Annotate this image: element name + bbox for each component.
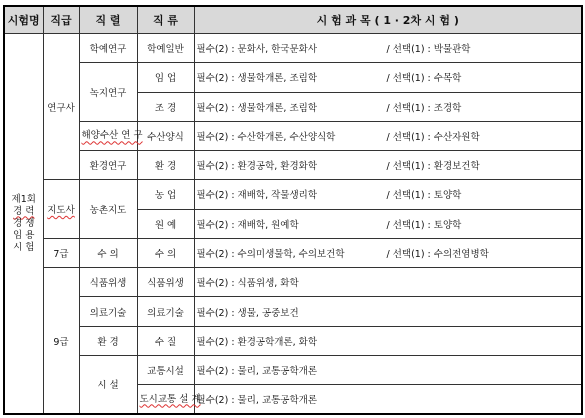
required-subjects: 필수(2) : 환경공학, 환경화학 (196, 161, 318, 173)
subjects-cell (194, 180, 582, 209)
category-cell: 도시교통 설 계 (137, 385, 194, 414)
header-subjects: 시 험 과 목 ( 1 · 2차 시 험 ) (194, 6, 582, 34)
exam-name-cell (4, 34, 43, 415)
table-header-row (4, 6, 582, 34)
category-cell: 교통시설 (137, 355, 194, 384)
subjects-cell (194, 326, 582, 355)
category-cell: 원 예 (137, 209, 194, 238)
category-cell: 임 업 (137, 63, 194, 92)
grade-cell: 9급 (43, 268, 79, 414)
series-cell: 환경연구 (79, 151, 137, 180)
table-row (4, 180, 582, 209)
exam-subject-table (3, 5, 583, 415)
subjects-cell (194, 355, 582, 384)
series-cell: 의료기술 (79, 297, 137, 326)
required-subjects: 필수(2) : 생물, 공중보건 (196, 307, 299, 319)
category-cell: 수산양식 (137, 121, 194, 150)
required-subjects: 필수(2) : 문화사, 한국문화사 (196, 44, 318, 56)
required-subjects: 필수(2) : 재배학, 작물생리학 (196, 190, 318, 202)
exam-name-line: 시 험 (13, 241, 35, 253)
header-series: 직 렬 (79, 6, 137, 34)
exam-name-line: 임 용 (13, 229, 35, 241)
category-cell: 농 업 (137, 180, 194, 209)
series-cell: 수 의 (79, 238, 137, 267)
category-cell: 의료기술 (137, 297, 194, 326)
subjects-cell (194, 209, 582, 238)
series-cell: 해양수산 연 구 (79, 121, 137, 150)
required-subjects: 필수(2) : 생물학개론, 조림학 (196, 73, 318, 85)
table-row (4, 355, 582, 384)
subjects-cell (194, 92, 582, 121)
subjects-cell (194, 151, 582, 180)
required-subjects: 필수(2) : 물리, 교통공학개론 (196, 366, 318, 378)
optional-subjects: / 선택(1) : 수산자원학 (386, 131, 480, 143)
category-cell: 수 의 (137, 238, 194, 267)
table-row (4, 268, 582, 297)
table-row (4, 297, 582, 326)
grade-cell: 연구사 (43, 34, 79, 180)
required-subjects: 필수(2) : 식품위생, 화학 (196, 278, 299, 290)
subjects-cell (194, 238, 582, 267)
header-exam-name: 시험명 (4, 6, 43, 34)
header-grade: 직급 (43, 6, 79, 34)
exam-name-line: 제1회 (11, 193, 36, 205)
table-row (4, 34, 582, 63)
subjects-cell (194, 268, 582, 297)
grade-cell: 지도사 (43, 180, 79, 239)
subjects-cell (194, 63, 582, 92)
series-cell: 녹지연구 (79, 63, 137, 122)
table-row (4, 238, 582, 267)
required-subjects: 필수(2) : 수산학개론, 수산양식학 (196, 131, 336, 143)
category-cell: 조 경 (137, 92, 194, 121)
header-category: 직 류 (137, 6, 194, 34)
optional-subjects: / 선택(1) : 토양학 (386, 219, 462, 231)
category-cell: 식품위생 (137, 268, 194, 297)
table-row (4, 151, 582, 180)
category-cell: 환 경 (137, 151, 194, 180)
subjects-cell (194, 34, 582, 63)
optional-subjects: / 선택(1) : 조경학 (386, 102, 462, 114)
required-subjects: 필수(2) : 물리, 교통공학개론 (196, 395, 318, 407)
optional-subjects: / 선택(1) : 수목학 (386, 73, 462, 85)
optional-subjects: / 선택(1) : 환경보건학 (386, 161, 480, 173)
category-cell: 학예일반 (137, 34, 194, 63)
series-cell: 농촌지도 (79, 180, 137, 239)
required-subjects: 필수(2) : 재배학, 원예학 (196, 219, 299, 231)
series-cell: 식품위생 (79, 268, 137, 297)
table-row (4, 121, 582, 150)
exam-name-line: 경 력 (13, 205, 35, 217)
required-subjects: 필수(2) : 생물학개론, 조림학 (196, 102, 318, 114)
subjects-cell (194, 121, 582, 150)
table-row (4, 326, 582, 355)
required-subjects: 필수(2) : 수의미생물학, 수의보건학 (196, 248, 345, 260)
grade-cell: 7급 (43, 238, 79, 267)
table-row (4, 63, 582, 92)
series-cell: 환 경 (79, 326, 137, 355)
series-cell: 학예연구 (79, 34, 137, 63)
required-subjects: 필수(2) : 환경공학개론, 화학 (196, 336, 318, 348)
optional-subjects: / 선택(1) : 수의전염병학 (386, 248, 489, 260)
category-cell: 수 질 (137, 326, 194, 355)
subjects-cell (194, 385, 582, 414)
optional-subjects: / 선택(1) : 토양학 (386, 190, 462, 202)
subjects-cell (194, 297, 582, 326)
series-cell: 시 설 (79, 355, 137, 414)
exam-name-line: 경 쟁 (13, 217, 35, 229)
optional-subjects: / 선택(1) : 박물관학 (386, 44, 471, 56)
